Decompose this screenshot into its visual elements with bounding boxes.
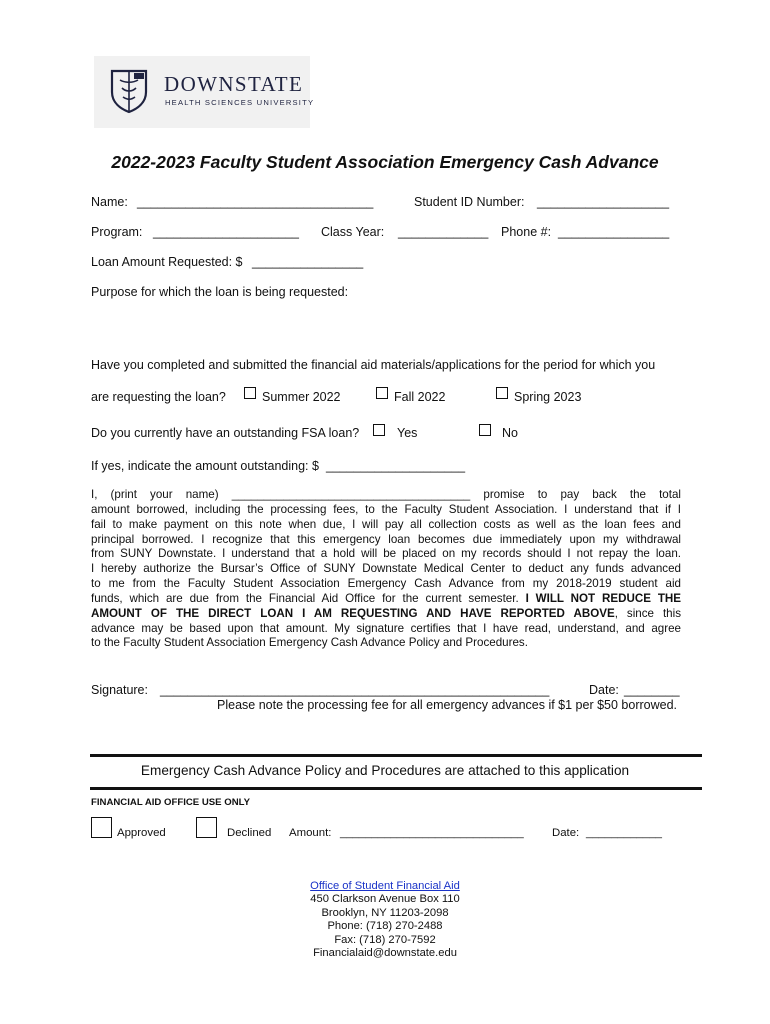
top-divider: [90, 754, 702, 757]
name-field[interactable]: __________________________________: [137, 195, 374, 209]
agreement-line: advance may be based upon that amount. My signature certifies that I have read, understand, and agree: [91, 621, 681, 635]
class-year-field[interactable]: _____________: [398, 225, 489, 239]
outstanding-loan-question: Do you currently have an outstanding FSA loan?: [91, 426, 360, 440]
office-amount-label: Amount:: [289, 827, 332, 839]
outstanding-loan-no-checkbox[interactable]: [479, 424, 491, 436]
signature-field[interactable]: ________________________________________________________: [160, 683, 550, 697]
agreement-line: I hereby authorize the Bursar’s Office of SUNY Downstate Medical Center to deduct any funds advanced: [91, 562, 681, 576]
agreement-text: , since this: [614, 606, 681, 620]
program-field[interactable]: _____________________: [153, 225, 299, 239]
agreement-bold-text: AMOUNT OF THE DIRECT LOAN I AM REQUESTING AND HAVE REPORTED ABOVE: [91, 606, 615, 620]
contact-address2: Brooklyn, NY 11203-2098: [321, 906, 449, 919]
agreement-text: I, (print your name): [91, 488, 232, 501]
fall-2022-label: Fall 2022: [394, 390, 446, 404]
agreement-line: [91, 607, 681, 622]
processing-fee-note: Please note the processing fee for all emergency advances if $1 per $50 borrowed.: [217, 698, 677, 712]
print-name-field[interactable]: _____________________________________: [231, 488, 471, 501]
financial-aid-question-line2: are requesting the loan?: [91, 390, 226, 404]
contact-email: Financialaid@downstate.edu: [313, 947, 457, 960]
office-of-financial-aid-link[interactable]: Office of Student Financial Aid: [310, 880, 460, 892]
class-year-label: Class Year:: [321, 225, 385, 239]
financial-aid-question-line1: Have you completed and submitted the financial aid materials/applications for the period for which you: [91, 358, 656, 372]
spring-2023-checkbox[interactable]: [496, 387, 508, 399]
office-date-label: Date:: [552, 827, 580, 839]
agreement-line: [91, 488, 681, 503]
outstanding-loan-no-label: No: [502, 426, 518, 440]
fall-2022-checkbox[interactable]: [376, 387, 388, 399]
phone-label: Phone #:: [501, 225, 552, 239]
agreement-paragraph: [91, 488, 681, 651]
phone-field[interactable]: ________________: [558, 225, 670, 239]
agreement-line: [91, 592, 681, 607]
declined-label: Declined: [227, 827, 272, 839]
outstanding-loan-yes-checkbox[interactable]: [373, 424, 385, 436]
bottom-divider: [90, 787, 702, 790]
approved-checkbox[interactable]: [91, 817, 112, 838]
declined-checkbox[interactable]: [196, 817, 217, 838]
contact-block: [0, 880, 770, 960]
purpose-label: Purpose for which the loan is being requested:: [91, 285, 349, 299]
outstanding-loan-yes-label: Yes: [397, 426, 418, 440]
loan-amount-field[interactable]: ________________: [252, 255, 364, 269]
agreement-bold-text: I WILL NOT REDUCE THE: [525, 591, 682, 605]
contact-phone: Phone: (718) 270-2488: [327, 920, 443, 933]
logo-subtitle: HEALTH SCIENCES UNIVERSITY: [165, 98, 315, 107]
signature-date-label: Date:: [589, 683, 619, 697]
program-label: Program:: [91, 225, 143, 239]
agreement-text: promise to pay back the total: [470, 488, 681, 501]
purpose-field[interactable]: [91, 303, 681, 348]
policy-note: Emergency Cash Advance Policy and Procedures are attached to this application: [140, 763, 630, 778]
approved-label: Approved: [117, 827, 166, 839]
agreement-line: principal borrowed. I recognize that this emergency loan becomes due immediately upon my withdrawal: [91, 532, 681, 546]
agreement-line: fail to make payment on this note when due, I will pay all collection costs as well as the loan fees and: [91, 517, 681, 531]
page-title: 2022-2023 Faculty Student Association Emergency Cash Advance: [111, 152, 659, 172]
agreement-line: to the Faculty Student Association Emergency Cash Advance Policy and Procedures.: [91, 636, 528, 650]
contact-fax: Fax: (718) 270-7592: [334, 933, 436, 946]
summer-2022-checkbox[interactable]: [244, 387, 256, 399]
agreement-line: amount borrowed, including the processing fees, to the Faculty Student Association. I understand that if I: [91, 502, 681, 516]
outstanding-amount-field[interactable]: ____________________: [326, 459, 466, 473]
downstate-logo: [94, 56, 315, 128]
downstate-seal-icon: [108, 68, 150, 114]
office-date-field[interactable]: ____________: [586, 827, 663, 839]
student-id-label: Student ID Number:: [414, 195, 525, 209]
student-id-field[interactable]: ___________________: [537, 195, 670, 209]
signature-date-field[interactable]: ________: [624, 683, 680, 697]
office-use-heading: FINANCIAL AID OFFICE USE ONLY: [91, 797, 251, 808]
logo-wordmark: DOWNSTATE: [164, 72, 304, 96]
agreement-line: from SUNY Downstate. I understand that a hold will be placed on my records should I not repay the loan.: [91, 547, 681, 561]
contact-address1: 450 Clarkson Avenue Box 110: [310, 893, 460, 906]
spring-2023-label: Spring 2023: [514, 390, 582, 404]
agreement-line: to me from the Faculty Student Association Emergency Cash Advance from my 2018-2019 student aid: [91, 577, 681, 591]
loan-amount-label: Loan Amount Requested: $: [91, 255, 243, 269]
outstanding-amount-label: If yes, indicate the amount outstanding: $: [91, 459, 319, 473]
summer-2022-label: Summer 2022: [262, 390, 341, 404]
signature-label: Signature:: [91, 683, 148, 697]
name-label: Name:: [91, 195, 128, 209]
office-amount-field[interactable]: _____________________________: [340, 827, 524, 839]
agreement-text: funds, which are due from the Financial Aid Office for the current semester.: [91, 591, 526, 605]
